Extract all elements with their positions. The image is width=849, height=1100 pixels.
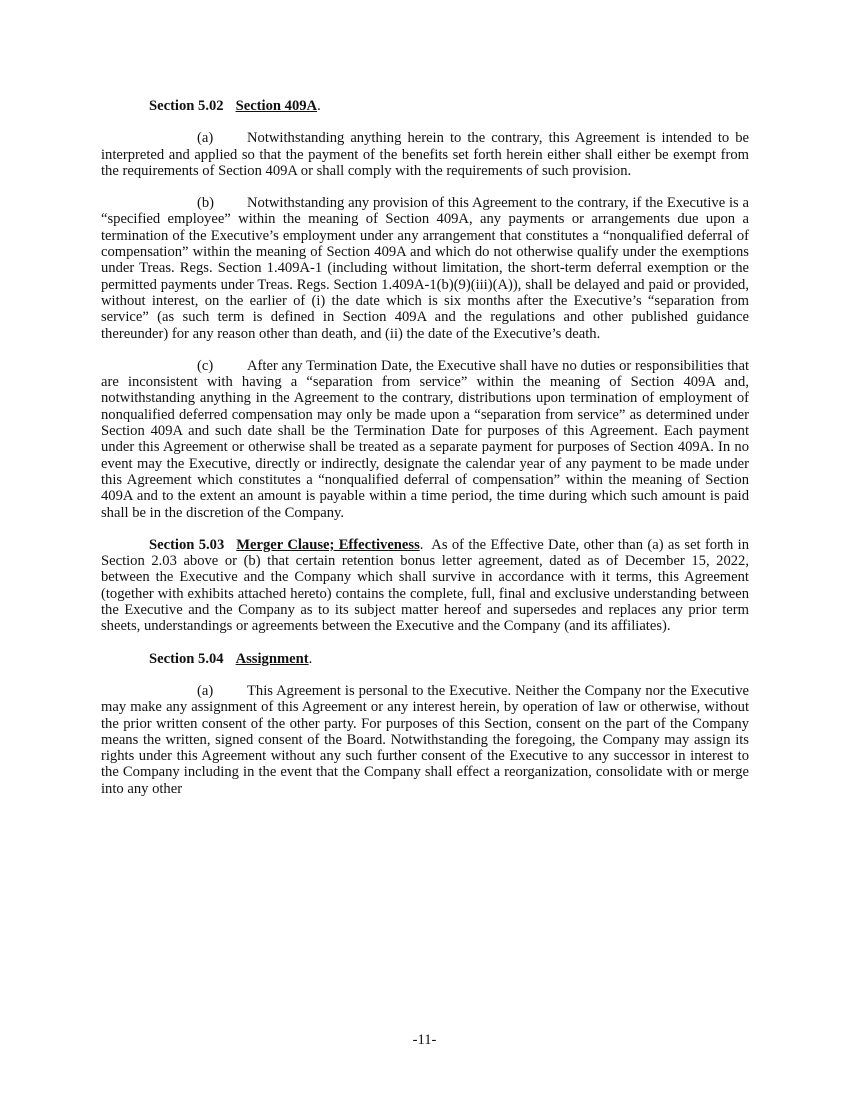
section-503-paragraph: Section 5.03 Merger Clause; Effectiveness. As of the Effective Date, other than (a) as set forth in Section 2.03 above or (b) that certain retention bonus letter agreement, dated as of December 15, 2022, between the Executive and the Company which shall survive in accordance with it terms, this Agreement (together with exhibits attached hereto) contains the complete, full, final and exclusive understanding between the Executive and the Company as to its subject matter hereof and supersedes and replaces any prior term sheets, understandings or agreements between the Executive and the Company (and its affiliates). [101,536,750,635]
section-503-title: Merger Clause; Effectiveness [236,536,420,553]
section-502-paragraph-c [101,358,749,521]
section-504-title: Assignment [235,650,309,667]
paragraph-label: (b) [197,195,215,212]
paragraph-label: (c) [197,357,214,374]
section-502-heading: Section 5.02 Section 409A. [149,98,321,114]
section-504-number: Section 5.04 [149,650,224,667]
document-page [101,98,749,797]
section-502-paragraph-a [101,130,749,179]
section-502-title: Section 409A [235,98,318,114]
section-503-text: As of the Effective Date, other than (a) as set forth in Section 2.03 above or (b) that certain retention bonus letter agreement, dated as of December 15, 2022, between the Executive and the Company which shall survive in accordance with it terms, this Agreement (together with exhibits attached hereto) contains the complete, full, final and exclusive understanding between the Executive and the Company as to its subject matter hereof and supersedes and replaces any prior term sheets, understandings or agreements between the Executive and the Company (and its affiliates). [101,536,750,635]
paragraph-text: This Agreement is personal to the Executive. Neither the Company nor the Executive may make any assignment of this Agreement or any interest herein, by operation of law or otherwise, without the prior written consent of the other party. For purposes of this Section, consent on the part of the Company means the written, signed consent of the Board. Notwithstanding the foregoing, the Company may assign its rights under this Agreement without any such further consent of the Executive to any successor in interest to the Company including in the event that the Company shall effect a reorganization, consolidate with or merge into any other [101,682,749,797]
section-503-number: Section 5.03 [149,536,225,553]
section-502-paragraph-b [101,195,749,342]
section-502-number: Section 5.02 [149,98,224,114]
paragraph-text: After any Termination Date, the Executive shall have no duties or responsibilities that are inconsistent with having a “separation from service” within the meaning of Section 409A and, notwithstanding anything in the Agreement to the contrary, distributions upon termination of employment of nonqualified deferred compensation may only be made upon a “separation from service” as determined under Section 409A and such date shall be the Termination Date for purposes of this Agreement. Each payment under this Agreement or otherwise shall be treated as a separate payment for purposes of Section 409A. In no event may the Executive, directly or indirectly, designate the calendar year of any payment to be made under this Agreement which constitutes a “nonqualified deferral of compensation” within the meaning of Section 409A and to the extent an amount is payable within a time period, the time during which such amount is paid shall be in the discretion of the Company. [101,357,749,521]
paragraph-label: (a) [197,682,214,699]
page-number: -11- [412,1032,437,1048]
section-504-heading: Section 5.04 Assignment. [149,650,313,667]
section-504-paragraph-a [101,683,749,797]
paragraph-text: Notwithstanding anything herein to the contrary, this Agreement is intended to be interpreted and applied so that the payment of the benefits set forth herein either shall either be exempt from the requirements of Section 409A or shall comply with the requirements of such provision. [101,130,749,179]
paragraph-text: Notwithstanding any provision of this Agreement to the contrary, if the Executive is a “specified employee” within the meaning of Section 409A, any payments or arrangements due upon a termination of the Executive’s employment under any arrangement that constitutes a “nonqualified deferral of compensation” within the meaning of Section 409A and which do not otherwise qualify under the exemptions under Treas. Regs. Section 1.409A-1 (including without limitation, the short-term deferral exemption or the permitted payments under Treas. Regs. Section 1.409A-1(b)(9)(iii)(A)), shall be delayed and paid or provided, without interest, on the earlier of (i) the date which is six months after the Executive’s “separation from service” (as such term is defined in Section 409A and the regulations and other published guidance thereunder) for any reason other than death, and (ii) the date of the Executive’s death. [101,195,749,342]
paragraph-label: (a) [197,130,214,147]
